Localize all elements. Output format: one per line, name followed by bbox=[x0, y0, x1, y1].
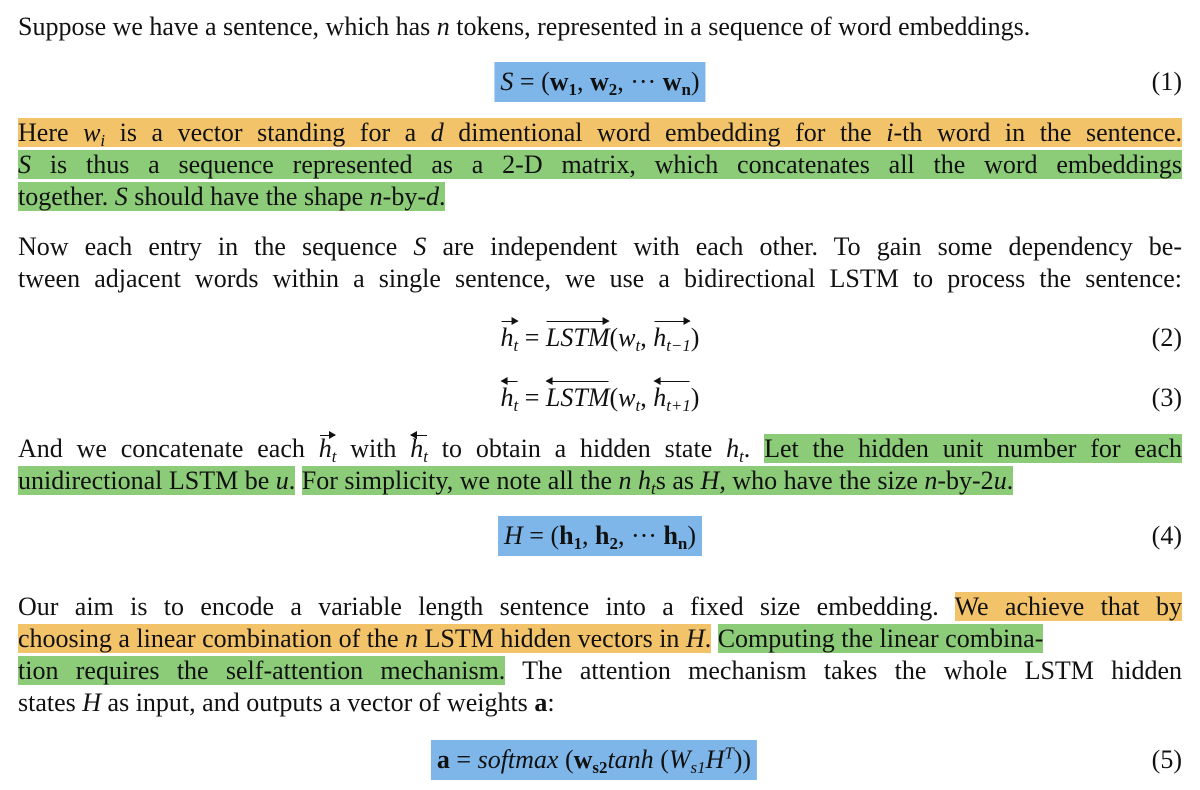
paragraph-5-line-2: choosing a linear combination of the n LSTM hidden vectors in H. Computing the linear combina- bbox=[18, 624, 1044, 653]
paragraph-1: Suppose we have a sentence, which has n tokens, represented in a sequence of word embeddings. bbox=[18, 12, 1031, 41]
equation-2-body: $h_t$ = $LSTM(w_t$, $h_{t-1}$) bbox=[495, 318, 706, 358]
equation-4-body: $H = (h_1$, $h_2$, ··· $h_n$) bbox=[498, 516, 702, 556]
equation-3-body: $h_t$ = $LSTM(w_t$, $h_{t+1}$) bbox=[495, 378, 706, 418]
equation-1-label: (1) bbox=[1151, 67, 1182, 96]
equation-2 bbox=[0, 318, 1200, 358]
paragraph-4-line-1: And we concatenate each $h_t$ with $h_t$ to obtain a hidden state $h_t$. Let the hidden unit number for each bbox=[18, 434, 1182, 467]
paragraph-3-line-1: Now each entry in the sequence S are independent with each other. To gain some dependency be- bbox=[18, 232, 1182, 261]
equation-5-body: a = softmax ($w_{s2}\tanh$ $(W_{s1}H^T)$) bbox=[431, 740, 757, 780]
equation-3-label: (3) bbox=[1151, 383, 1182, 412]
equation-5 bbox=[0, 740, 1200, 780]
paragraph-4-line-2: unidirectional LSTM be u. For simplicity, we note all the n $h_ts$ as H, who have the size n-by-2u. bbox=[18, 466, 1014, 499]
paragraph-2-line-3: together. S should have the shape n-by-d. bbox=[18, 182, 446, 211]
equation-1-body: $S = (w_1$, $w_2$, ··· $w_n$) bbox=[494, 62, 705, 102]
paragraph-3-line-2: tween adjacent words within a single sentence, we use a bidirectional LSTM to process the sentence: bbox=[18, 264, 1182, 293]
equation-2-label: (2) bbox=[1151, 323, 1182, 352]
equation-1 bbox=[0, 62, 1200, 102]
equation-4 bbox=[0, 516, 1200, 556]
equation-3 bbox=[0, 378, 1200, 418]
paragraph-5-line-3: tion requires the self-attention mechanism. The attention mechanism takes the whole LSTM hidden bbox=[18, 656, 1182, 685]
paragraph-5-line-1: Our aim is to encode a variable length sentence into a fixed size embedding. We achieve that by bbox=[18, 592, 1182, 621]
equation-5-label: (5) bbox=[1151, 745, 1182, 774]
equation-4-label: (4) bbox=[1151, 521, 1182, 550]
paragraph-5-line-4: states H as input, and outputs a vector of weights a: bbox=[18, 688, 555, 717]
paragraph-2-line-2: S is thus a sequence represented as a 2-D matrix, which concatenates all the word embeddings bbox=[18, 150, 1182, 179]
paragraph-2-line-1: Here $w_i$ is a vector standing for a d dimentional word embedding for the i-th word in the sentence. bbox=[18, 118, 1183, 151]
